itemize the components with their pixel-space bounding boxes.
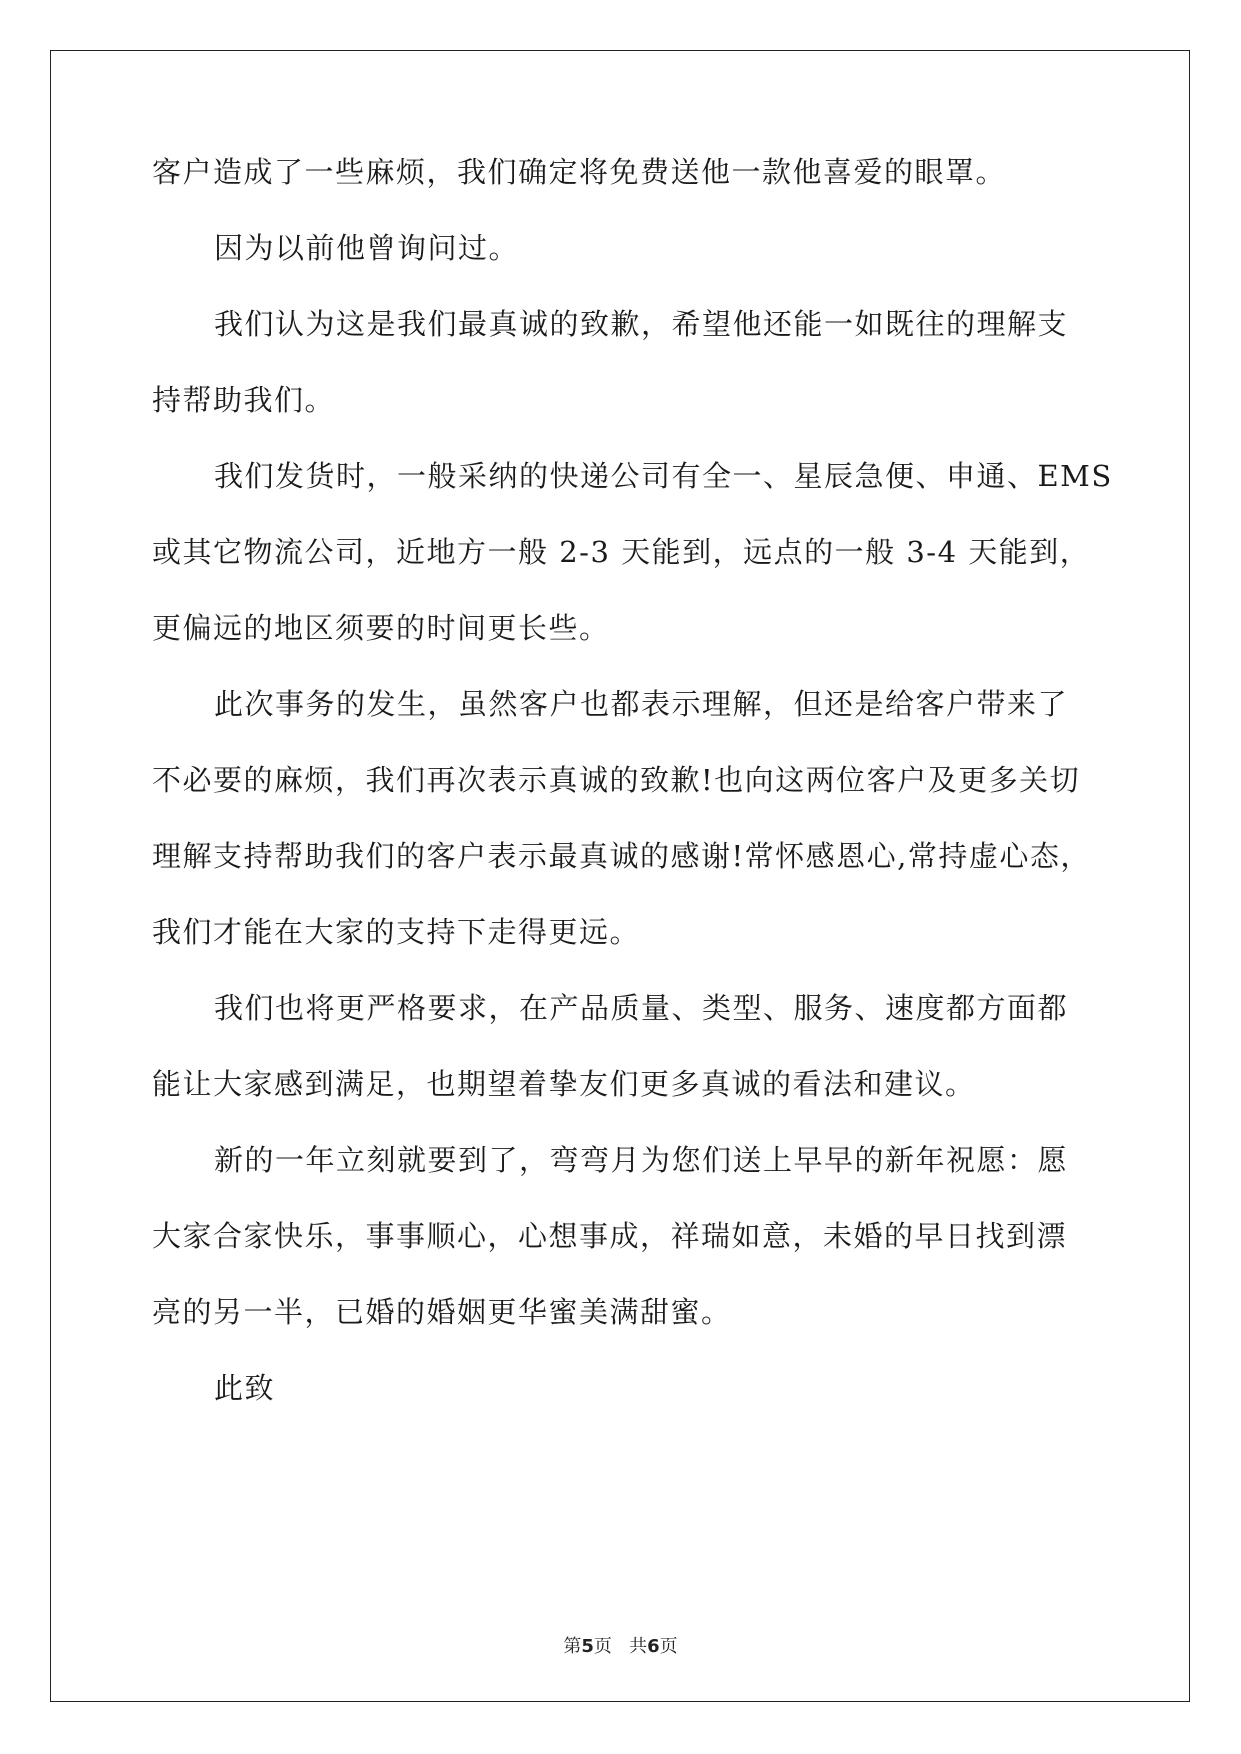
- text-line: 我们也将更严格要求，在产品质量、类型、服务、速度都方面都: [214, 991, 1069, 1025]
- text-line: 我们发货时，一般采纳的快递公司有全一、星辰急便、申通、EMS: [214, 459, 1113, 493]
- current-page-number: 5: [581, 1636, 594, 1657]
- text-line: 我们认为这是我们最真诚的致歉，希望他还能一如既往的理解支: [214, 307, 1069, 341]
- footer-prefix: 第: [563, 1636, 582, 1657]
- footer-total-suffix: 页: [659, 1636, 678, 1657]
- footer-page-suffix: 页: [593, 1636, 612, 1657]
- text-line: 大家合家快乐，事事顺心，心想事成，祥瑞如意，未婚的早日找到漂: [152, 1219, 1068, 1253]
- page-footer: [0, 1632, 1241, 1658]
- closing-text: 此致: [214, 1371, 276, 1405]
- total-pages-number: 6: [647, 1636, 660, 1657]
- footer-total-prefix: 共: [629, 1636, 648, 1657]
- text-line: 能让大家感到满足，也期望着挚友们更多真诚的看法和建议。: [152, 1067, 976, 1101]
- text-line: 此次事务的发生，虽然客户也都表示理解，但还是给客户带来了: [214, 687, 1069, 721]
- text-line: 亮的另一半，已婚的婚姻更华蜜美满甜蜜。: [152, 1295, 732, 1329]
- text-line: 持帮助我们。: [152, 383, 336, 417]
- text-line: 不必要的麻烦，我们再次表示真诚的致歉!也向这两位客户及更多关切: [152, 763, 1081, 797]
- text-line: 或其它物流公司，近地方一般 2-3 天能到，远点的一般 3-4 天能到，: [152, 535, 1091, 569]
- text-line: 客户造成了一些麻烦，我们确定将免费送他一款他喜爱的眼罩。: [152, 155, 1007, 189]
- page-border: [50, 50, 1190, 1702]
- text-line: 新的一年立刻就要到了，弯弯月为您们送上早早的新年祝愿：愿: [214, 1143, 1069, 1177]
- text-line: 我们才能在大家的支持下走得更远。: [152, 915, 641, 949]
- text-line: 因为以前他曾询问过。: [214, 231, 520, 265]
- text-line: 理解支持帮助我们的客户表示最真诚的感谢!常怀感恩心,常持虚心态，: [152, 839, 1091, 873]
- text-line: 更偏远的地区须要的时间更长些。: [152, 611, 610, 645]
